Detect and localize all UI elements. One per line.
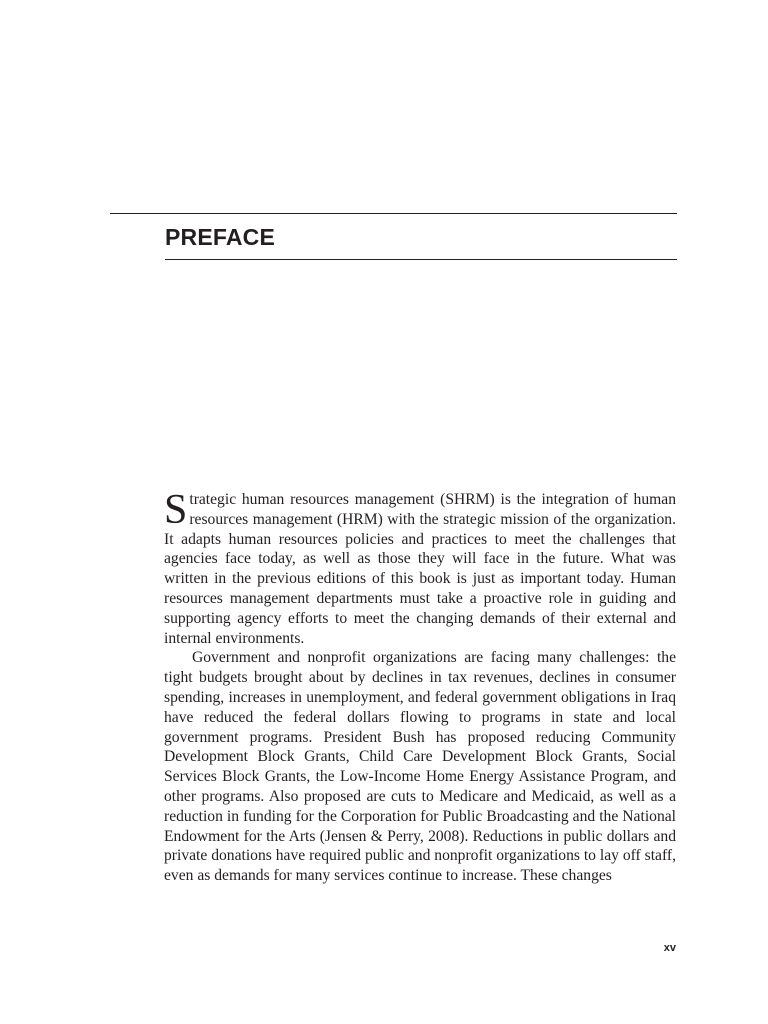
chapter-bottom-rule [165, 259, 677, 260]
page-number: xv [663, 942, 676, 954]
paragraph-1-text: trategic human resources management (SHRM) is the integration of human resources management (HRM) with the strategic mission of the organization. It adapts human resources policies and practices to meet the challenges that agencies face today, as well as those they will face in the future. What was written in the previous editions of this book is just as important today. Human resources management departments must take a proactive role in guiding and supporting agency efforts to meet the changing demands of their external and internal environments. [164, 491, 676, 647]
drop-cap: S [164, 487, 188, 533]
chapter-title: PREFACE [165, 224, 276, 250]
chapter-top-rule [110, 213, 677, 214]
paragraph-1 [164, 487, 676, 648]
body-text [164, 487, 676, 886]
paragraph-2: Government and nonprofit organizations are facing many challenges: the tight budgets brought about by declines in tax revenues, declines in consumer spending, increases in unemployment, and federal government obligations in Iraq have reduced the federal dollars flowing to programs in state and local government programs. President Bush has proposed reducing Community Development Block Grants, Child Care Development Block Grants, Social Services Block Grants, the Low-Income Home Energy Assistance Program, and other programs. Also proposed are cuts to Medicare and Medicaid, as well as a reduction in funding for the Corporation for Public Broadcasting and the National Endowment for the Arts (Jensen & Perry, 2008). Reductions in public dollars and private donations have required public and nonprofit organizations to lay off staff, even as demands for many services continue to increase. These changes [164, 649, 676, 885]
